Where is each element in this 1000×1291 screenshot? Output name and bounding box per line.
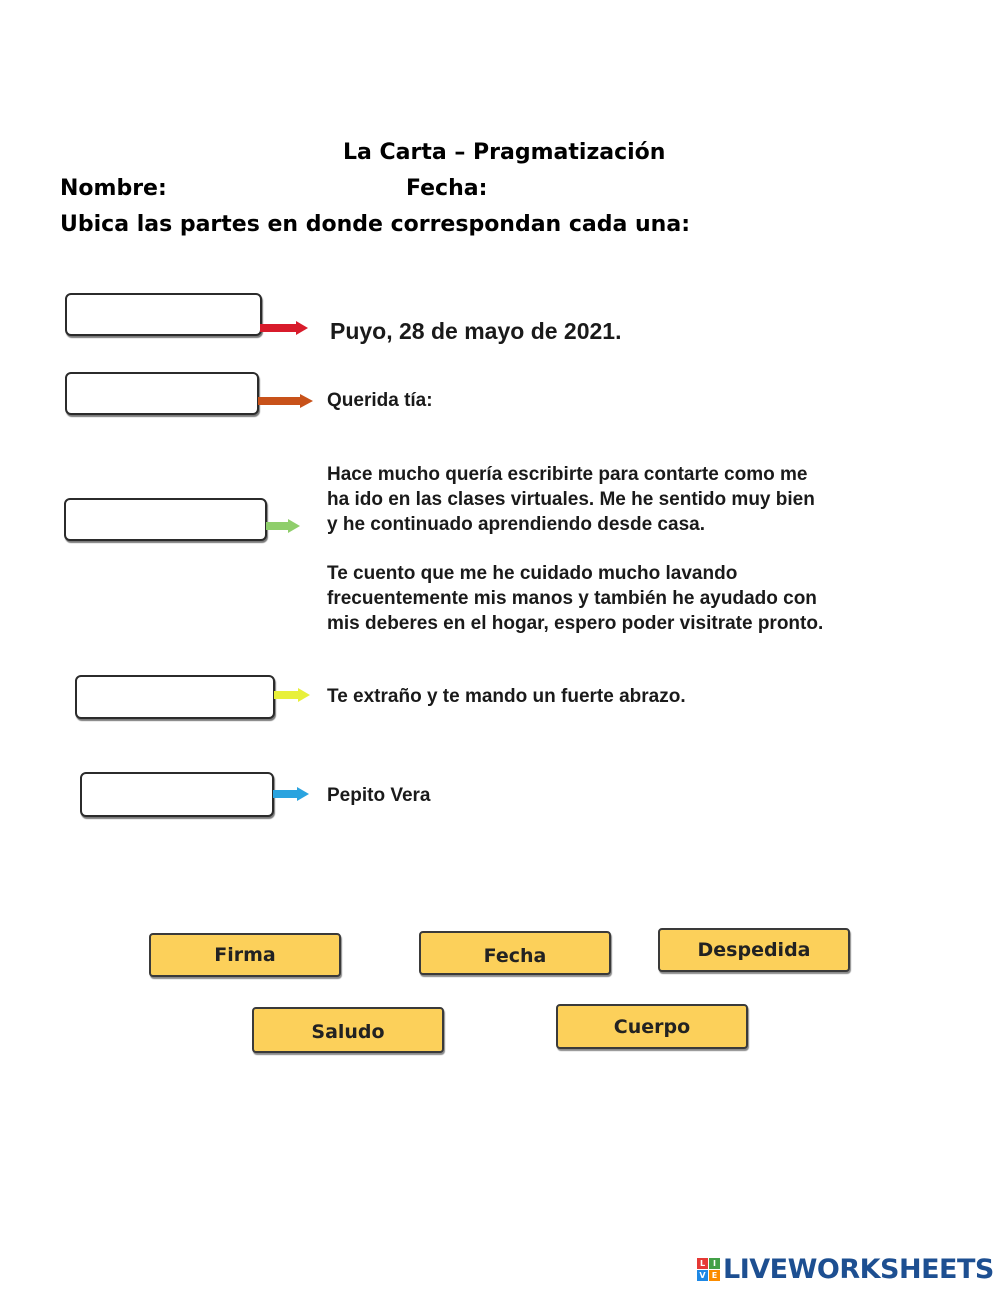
liveworksheets-logo	[697, 1254, 994, 1285]
letter-signature: Pepito Vera	[327, 785, 431, 806]
instruction-text: Ubica las partes en donde correspondan cada una:	[60, 212, 690, 237]
logo-text: LIVEWORKSHEETS	[723, 1254, 994, 1285]
drop-box-body[interactable]	[64, 498, 267, 541]
drop-box-signature[interactable]	[80, 772, 274, 817]
letter-greeting: Querida tía:	[327, 390, 433, 411]
letter-body-paragraph-1: Hace mucho quería escribirte para contarte como me ha ido en las clases virtuales. Me he sentido muy bien y he continuado aprendiendo desde casa.	[327, 464, 815, 535]
letter-date-line: Puyo, 28 de mayo de 2021.	[330, 318, 622, 344]
letter-body-paragraph-2: Te cuento que me he cuidado mucho lavando frecuentemente mis manos y también he ayudado con mis deberes en el hogar, espero poder visitrate pronto.	[327, 563, 824, 634]
drop-box-greeting[interactable]	[65, 372, 259, 415]
option-despedida[interactable]: Despedida	[658, 928, 850, 972]
drop-box-closing[interactable]	[75, 675, 275, 719]
name-label: Nombre:	[60, 176, 167, 201]
option-cuerpo[interactable]: Cuerpo	[556, 1004, 748, 1049]
drop-box-date[interactable]	[65, 293, 262, 336]
worksheet-title: La Carta – Pragmatización	[343, 140, 666, 165]
arrow-body-icon	[266, 519, 302, 533]
arrow-greeting-icon	[258, 394, 314, 408]
arrow-signature-icon	[273, 787, 313, 801]
option-fecha[interactable]: Fecha	[419, 931, 611, 975]
liveworksheets-logo-icon: L I V E	[697, 1258, 720, 1281]
date-label: Fecha:	[406, 176, 488, 201]
letter-closing: Te extraño y te mando un fuerte abrazo.	[327, 686, 686, 707]
option-firma[interactable]: Firma	[149, 933, 341, 977]
option-saludo[interactable]: Saludo	[252, 1007, 444, 1053]
arrow-date-icon	[260, 321, 310, 335]
arrow-closing-icon	[274, 688, 314, 702]
